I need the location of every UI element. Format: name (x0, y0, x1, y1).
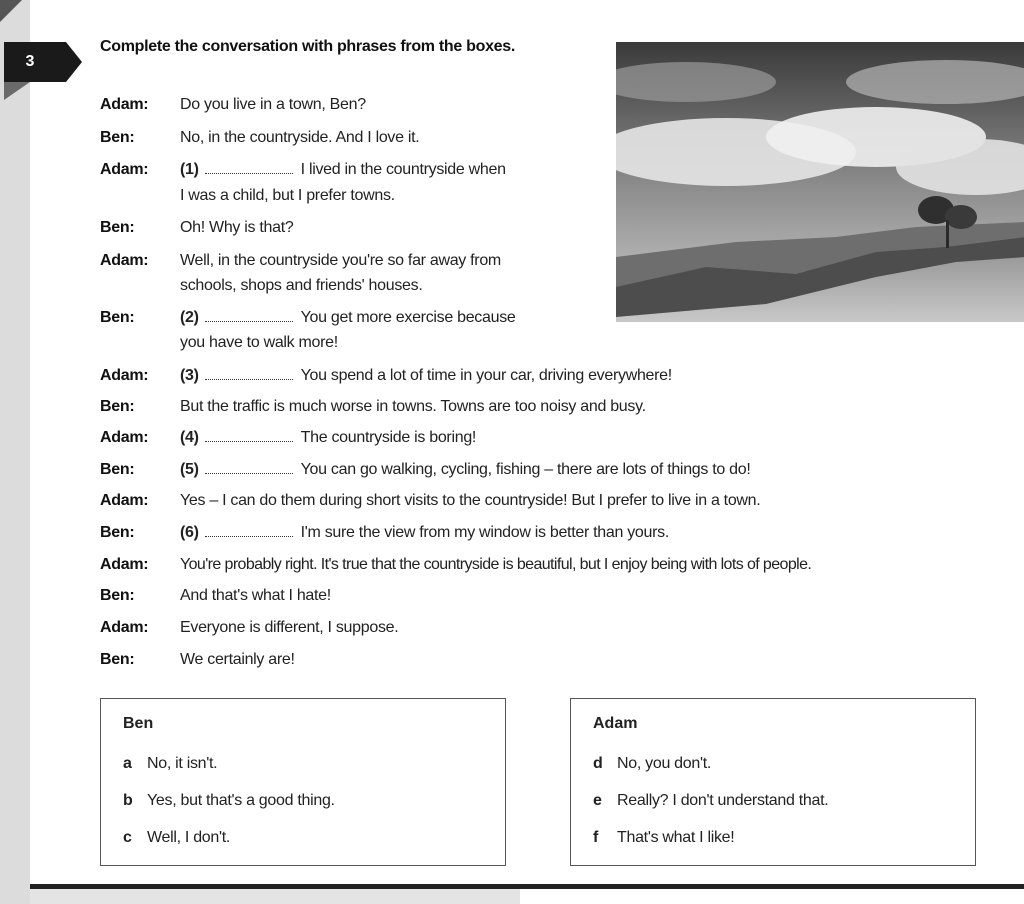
answer-blank[interactable] (205, 310, 293, 322)
phrase-option[interactable] (593, 829, 734, 847)
option-letter: b (123, 792, 133, 809)
option-letter: a (123, 755, 132, 772)
dialogue-text: Everyone is different, I suppose. (180, 619, 399, 636)
option-letter: f (593, 829, 599, 846)
corner-mark (0, 0, 22, 22)
answer-blank[interactable] (205, 430, 293, 442)
page-edge-strip (0, 0, 30, 904)
answer-blank[interactable] (205, 462, 293, 474)
box-title: Ben (123, 715, 154, 732)
option-text: Well, I don't. (147, 829, 231, 846)
answer-blank[interactable] (205, 162, 293, 174)
bottom-grey-band (30, 889, 520, 904)
dialogue-text: I'm sure the view from my window is better than yours. (300, 524, 669, 541)
speaker-name: Ben: (100, 129, 135, 146)
dialogue-text: No, in the countryside. And I love it. (180, 129, 420, 146)
speaker-name: Ben: (100, 309, 135, 326)
dialogue-text: And that's what I hate! (180, 587, 331, 604)
dialogue-continuation: schools, shops and friends' houses. (180, 277, 423, 294)
dialogue-text: We certainly are! (180, 651, 295, 668)
option-text: That's what I like! (617, 829, 735, 846)
dialogue-text: Yes – I can do them during short visits to the countryside! But I prefer to live in a town. (180, 492, 761, 509)
speaker-name: Adam: (100, 429, 149, 446)
phrase-option[interactable] (593, 792, 828, 810)
phrase-option[interactable] (593, 755, 711, 773)
dialogue-continuation: you have to walk more! (180, 334, 338, 351)
phrase-option[interactable] (123, 792, 335, 810)
adam-phrase-box (570, 698, 976, 866)
option-text: Yes, but that's a good thing. (147, 792, 335, 809)
dialogue-text: You spend a lot of time in your car, driving everywhere! (300, 367, 672, 384)
gap-number: (6) (180, 524, 199, 541)
dialogue-text: Oh! Why is that? (180, 219, 294, 236)
speaker-name: Adam: (100, 492, 149, 509)
speaker-name: Ben: (100, 651, 135, 668)
dialogue-text: You get more exercise because (300, 309, 516, 326)
speaker-name: Adam: (100, 252, 149, 269)
ben-phrase-box (100, 698, 506, 866)
exercise-number: 3 (25, 53, 35, 70)
dialogue-text: Well, in the countryside you're so far away from (180, 252, 501, 269)
answer-blank[interactable] (205, 525, 293, 537)
speaker-name: Ben: (100, 524, 135, 541)
option-text: Really? I don't understand that. (617, 792, 829, 809)
option-letter: e (593, 792, 602, 809)
gap-number: (4) (180, 429, 199, 446)
speaker-name: Ben: (100, 461, 135, 478)
option-text: No, it isn't. (147, 755, 218, 772)
dialogue-text: I lived in the countryside when (300, 161, 506, 178)
box-title: Adam (593, 715, 638, 732)
badge-shadow (4, 82, 30, 100)
exercise-instruction: Complete the conversation with phrases from the boxes. (100, 38, 516, 55)
speaker-name: Adam: (100, 161, 149, 178)
dialogue-text: You're probably right. It's true that the countryside is beautiful, but I enjoy being with lots of people. (180, 556, 812, 573)
speaker-name: Adam: (100, 96, 149, 113)
dialogue-text: Do you live in a town, Ben? (180, 96, 366, 113)
speaker-name: Ben: (100, 398, 135, 415)
phrase-option[interactable] (123, 755, 217, 773)
answer-blank[interactable] (205, 368, 293, 380)
dialogue-text: The countryside is boring! (300, 429, 477, 446)
speaker-name: Adam: (100, 367, 149, 384)
speaker-name: Ben: (100, 219, 135, 236)
gap-number: (5) (180, 461, 199, 478)
landscape-photo (616, 42, 1024, 322)
dialogue-text: But the traffic is much worse in towns. Towns are too noisy and busy. (180, 398, 646, 415)
gap-number: (3) (180, 367, 199, 384)
dialogue-continuation: I was a child, but I prefer towns. (180, 187, 395, 204)
option-letter: d (593, 755, 603, 772)
option-letter: c (123, 829, 132, 846)
speaker-name: Ben: (100, 587, 135, 604)
gap-number: (1) (180, 161, 199, 178)
exercise-number-badge (4, 42, 66, 82)
option-text: No, you don't. (617, 755, 712, 772)
dialogue-text: You can go walking, cycling, fishing – there are lots of things to do! (300, 461, 751, 478)
speaker-name: Adam: (100, 619, 149, 636)
phrase-option[interactable] (123, 829, 230, 847)
speaker-name: Adam: (100, 556, 149, 573)
gap-number: (2) (180, 309, 199, 326)
